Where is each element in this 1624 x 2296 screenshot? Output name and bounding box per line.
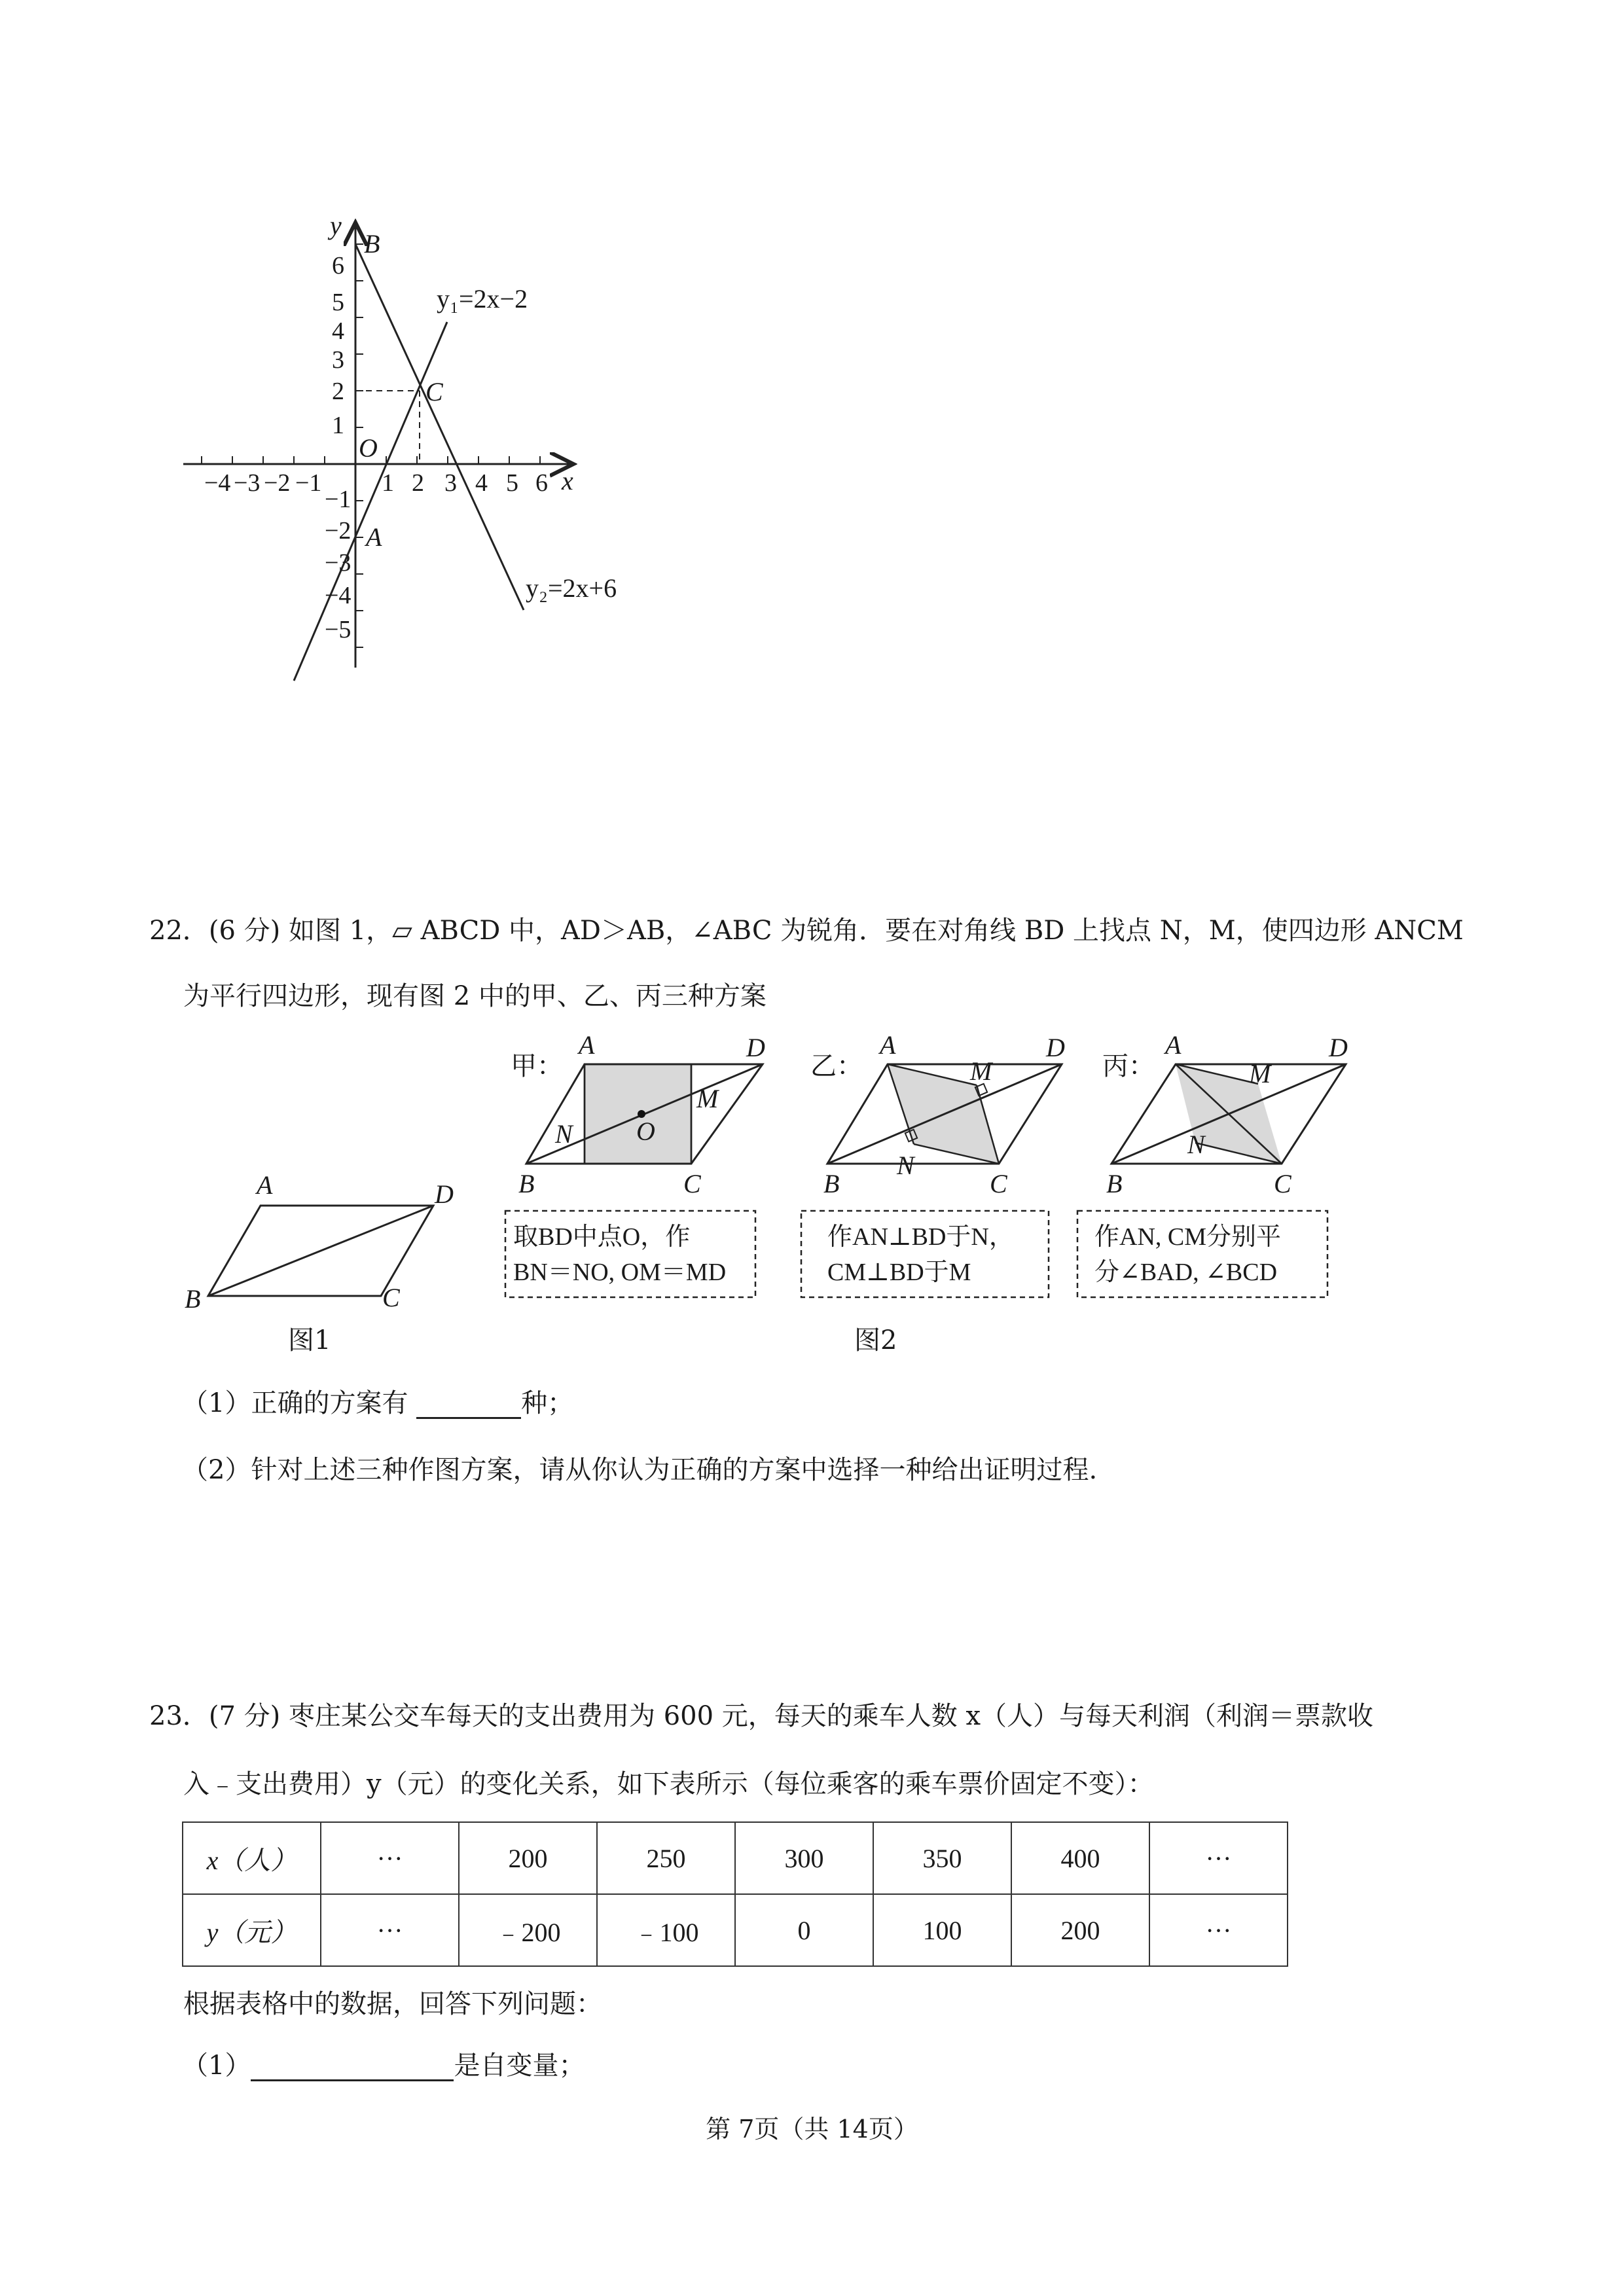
plan-bing-label-c: C	[1274, 1169, 1291, 1198]
plan-jia-desc1: 取BD中点O，作	[513, 1223, 691, 1251]
plan-jia-label-b: B	[518, 1169, 535, 1198]
plan-bing-label-b: B	[1106, 1169, 1123, 1198]
q23-answer-blank[interactable]	[251, 2053, 454, 2081]
fig1-label-b: B	[185, 1284, 201, 1314]
q22-line2: 为平行四边形，现有图 2 中的甲、乙、丙三种方案	[183, 981, 767, 1011]
y-tick-label: 5	[332, 289, 344, 316]
plan-yi-label-n: N	[897, 1151, 914, 1180]
fig1-caption: 图1	[288, 1325, 331, 1355]
plan-jia-tag: 甲：	[511, 1051, 563, 1081]
fig1-label-a: A	[257, 1170, 273, 1200]
y-tick-label: 1	[332, 412, 344, 439]
table-cell: 200	[459, 1822, 597, 1894]
plan-bing-label-m: M	[1249, 1059, 1271, 1088]
table-cell: ﹣200	[459, 1894, 597, 1966]
plan-bing-label-d: D	[1329, 1033, 1348, 1062]
x-tick-label: −2	[264, 469, 291, 497]
y-axis-label: y	[330, 211, 342, 240]
x-tick-label: 4	[475, 469, 488, 497]
x-tick-label: 3	[444, 469, 457, 497]
x-tick-label: −4	[204, 469, 231, 497]
plan-bing-desc2: 分∠BAD, ∠BCD	[1094, 1259, 1278, 1286]
plan-yi-figure	[799, 1028, 1074, 1302]
table-cell: ···	[1149, 1822, 1288, 1894]
q23-intro: 根据表格中的数据，回答下列问题：	[183, 1989, 602, 2019]
y-tick-label: 4	[332, 317, 344, 345]
plan-bing-figure	[1074, 1028, 1362, 1302]
table-cell: 0	[735, 1894, 873, 1966]
coordinate-graph	[0, 0, 655, 707]
x-tick-label: −1	[295, 469, 322, 497]
q23-sub1-prefix: （1）	[182, 2051, 251, 2081]
x-tick-label: 1	[382, 469, 394, 497]
plan-bing-tag: 丙：	[1102, 1051, 1155, 1081]
page-footer: 第 7页（共 14页）	[706, 2115, 918, 2144]
plan-jia-label-a: A	[579, 1030, 595, 1060]
plan-yi-label-b: B	[823, 1169, 840, 1198]
plan-jia-label-m: M	[696, 1084, 719, 1113]
figure-1	[170, 1152, 484, 1348]
y-tick-label: −5	[325, 616, 352, 643]
table-row	[183, 1894, 1288, 1966]
table-cell: 350	[873, 1822, 1011, 1894]
plan-yi-tag: 乙：	[810, 1051, 863, 1081]
point-c-label: C	[425, 377, 443, 406]
plan-yi-desc1: 作AN⊥BD于N，	[827, 1223, 1014, 1251]
point-a-label: A	[366, 522, 382, 552]
q23-line1: 23．(7 分) 枣庄某公交车每天的支出费用为 600 元，每天的乘车人数 x（人）与每天利润（利润＝票款收	[149, 1701, 1374, 1731]
plan-jia-label-c: C	[683, 1169, 701, 1198]
plan-yi-label-a: A	[880, 1030, 896, 1060]
table-cell: 200	[1011, 1894, 1149, 1966]
table-cell: ﹣100	[597, 1894, 735, 1966]
fig2-caption: 图2	[854, 1325, 897, 1355]
plan-bing-label-a: A	[1165, 1030, 1182, 1060]
line-y1	[294, 322, 447, 681]
table-cell: x（人）	[183, 1822, 321, 1894]
table-cell: 300	[735, 1822, 873, 1894]
q23-sub1	[182, 2050, 585, 2081]
line-y2-label: y₂=2x+6	[526, 573, 617, 603]
q23-table	[182, 1821, 1288, 1967]
q22-sub1-prefix: （1）正确的方案有	[182, 1388, 408, 1418]
x-tick-label: 5	[506, 469, 518, 497]
table-cell: ···	[321, 1822, 459, 1894]
q23-line2: 入﹣支出费用）y（元）的变化关系，如下表所示（每位乘客的乘车票价固定不变）：	[183, 1769, 1154, 1799]
q23-sub1-suffix: 是自变量；	[454, 2051, 585, 2081]
fig1-label-d: D	[435, 1179, 454, 1209]
y-tick-label: 6	[332, 252, 344, 279]
table-cell: ···	[1149, 1894, 1288, 1966]
y-tick-label: 2	[332, 378, 344, 405]
plan-jia-label-d: D	[746, 1033, 765, 1062]
table-row	[183, 1822, 1288, 1894]
fig1-label-c: C	[382, 1283, 400, 1312]
x-axis-label: x	[562, 466, 573, 495]
table-cell: 400	[1011, 1822, 1149, 1894]
q22-line1: 22．(6 分) 如图 1，▱ ABCD 中，AD＞AB，∠ABC 为锐角．要在对角线 BD 上找点 N，M，使四边形 ANCM	[149, 916, 1464, 946]
y-tick-label: −2	[325, 517, 352, 545]
q22-sub1-suffix: 种；	[521, 1388, 574, 1418]
origin-label: O	[359, 433, 378, 463]
plan-jia-label-n: N	[555, 1119, 573, 1149]
y-tick-label: −4	[325, 582, 352, 609]
plan-yi-label-c: C	[990, 1169, 1007, 1198]
line-y1-label: y₁=2x−2	[437, 284, 528, 314]
plan-yi-desc2: CM⊥BD于M	[827, 1259, 971, 1286]
plan-yi-label-d: D	[1046, 1033, 1065, 1062]
point-b-label: B	[364, 229, 380, 259]
table-cell: ···	[321, 1894, 459, 1966]
q22-sub1	[182, 1388, 573, 1419]
x-tick-label: 2	[412, 469, 424, 497]
y-tick-label: −1	[325, 486, 352, 513]
plan-jia-desc2: BN＝NO, OM＝MD	[513, 1259, 727, 1286]
y-tick-label: −3	[325, 549, 352, 577]
plan-jia-figure	[497, 1028, 785, 1302]
table-cell: 100	[873, 1894, 1011, 1966]
plan-bing-desc1: 作AN, CM分别平	[1094, 1223, 1282, 1251]
q22-sub2: （2）针对上述三种作图方案，请从你认为正确的方案中选择一种给出证明过程.	[182, 1455, 1098, 1485]
plan-jia-label-o: O	[636, 1117, 655, 1146]
plan-bing-label-n: N	[1187, 1130, 1205, 1159]
table-cell: y（元）	[183, 1894, 321, 1966]
table-cell: 250	[597, 1822, 735, 1894]
y-tick-label: 3	[332, 346, 344, 374]
x-tick-label: 6	[535, 469, 548, 497]
q22-answer-blank[interactable]	[416, 1391, 521, 1419]
plan-yi-label-m: M	[970, 1056, 992, 1086]
x-tick-label: −3	[234, 469, 261, 497]
